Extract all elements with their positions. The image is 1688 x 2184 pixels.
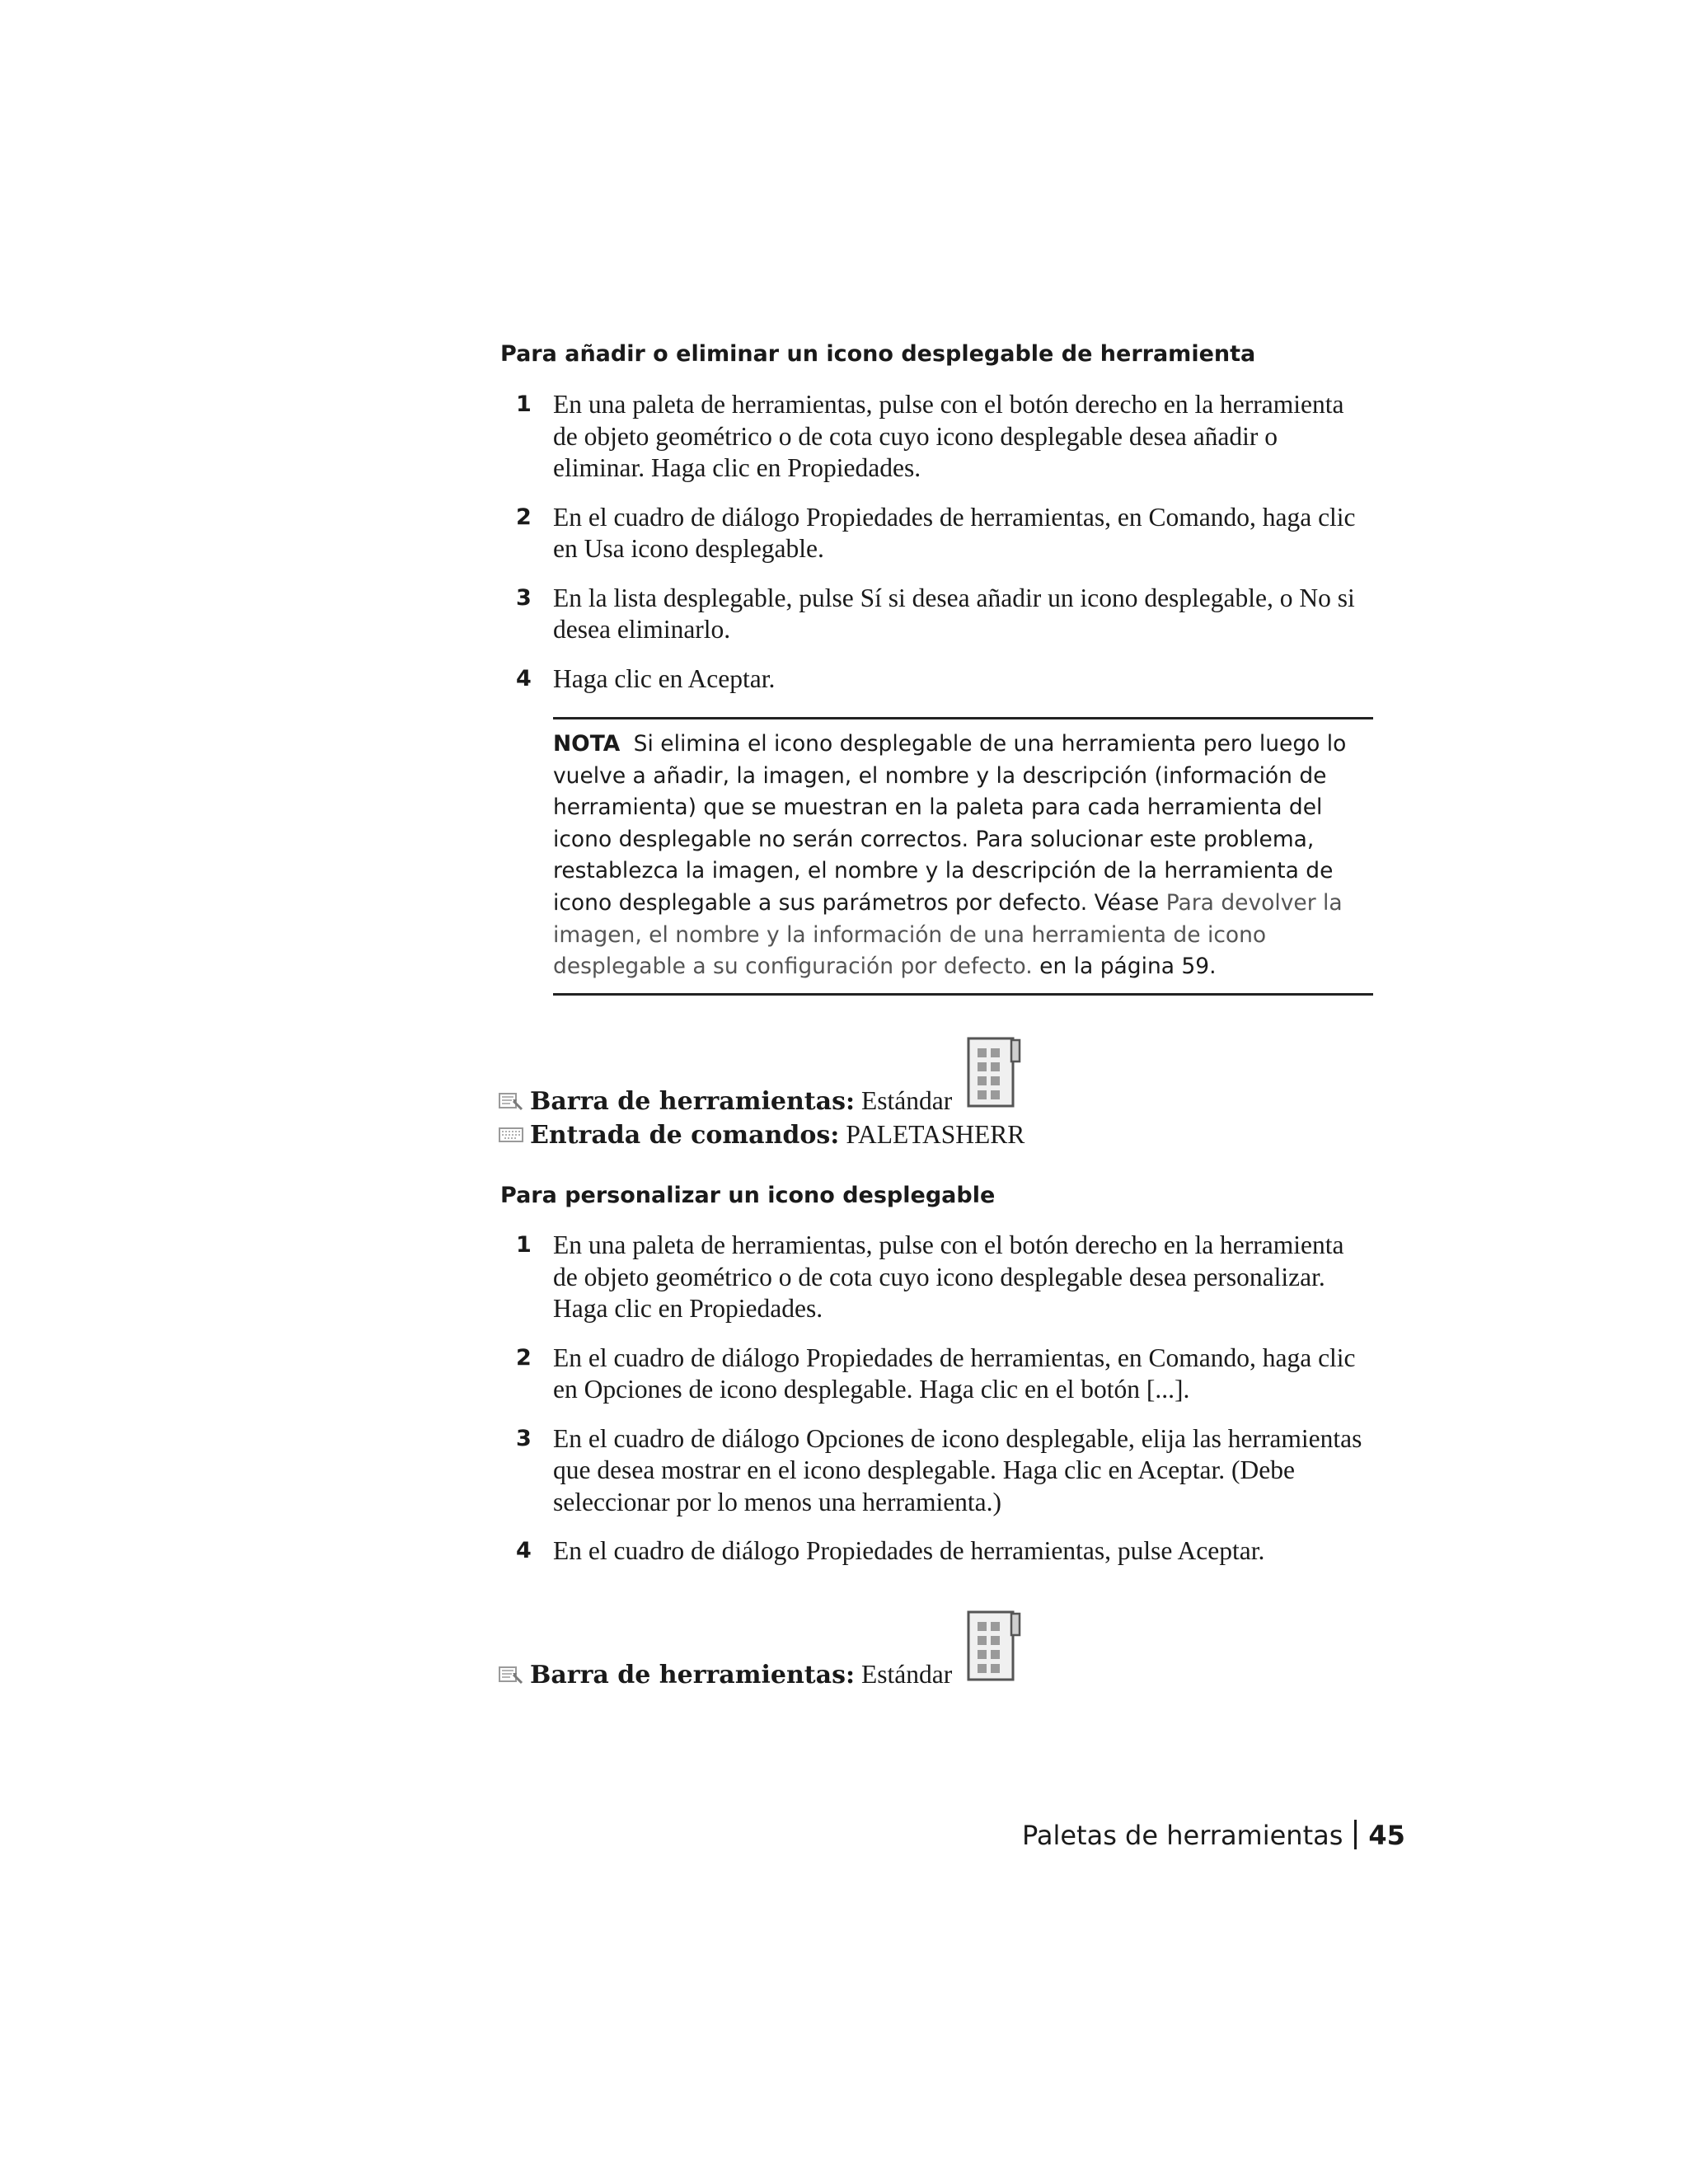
step-number: 4 — [516, 665, 532, 691]
command-line — [499, 1118, 1025, 1152]
tool-palettes-icon[interactable] — [966, 1035, 1022, 1109]
keyboard-icon — [499, 1125, 523, 1145]
step-item — [500, 1230, 1374, 1325]
note-box — [553, 717, 1373, 996]
step-text: Haga clic en Aceptar. — [553, 663, 776, 693]
step-number: 3 — [516, 1425, 532, 1451]
command-label: Entrada de comandos: — [530, 1121, 840, 1150]
step-item — [500, 1343, 1374, 1406]
step-text: En una paleta de herramientas, pulse con el botón derecho en la herramienta de objeto geométrico o de cota cuyo icono desplegable desea añadir o eliminar. Haga clic en Propiedades. — [553, 390, 1344, 482]
footer-chapter-title: Paletas de herramientas — [1022, 1820, 1343, 1851]
toolbar-label: Barra de herramientas: — [530, 1087, 856, 1116]
step-text: En la lista desplegable, pulse Sí si desea añadir un icono desplegable, o No si desea eliminarlo. — [553, 583, 1355, 644]
page-footer — [1022, 1817, 1405, 1854]
step-number: 2 — [516, 1344, 532, 1371]
step-number: 1 — [516, 391, 532, 417]
step-item — [500, 1535, 1374, 1568]
tool-palettes-icon[interactable] — [966, 1609, 1022, 1683]
step-text: En el cuadro de diálogo Opciones de icono desplegable, elija las herramientas que desea mostrar en el icono desplegable. Haga clic en Aceptar. (Debe seleccionar por lo menos una herramienta.) — [553, 1423, 1362, 1516]
toolbar-line — [499, 1657, 952, 1692]
steps-list-add-remove — [500, 389, 1374, 712]
step-item — [500, 583, 1374, 646]
page-number: 45 — [1368, 1820, 1405, 1851]
step-number: 4 — [516, 1538, 532, 1563]
command-value: PALETASHERR — [846, 1120, 1025, 1149]
step-text: En una paleta de herramientas, pulse con el botón derecho en la herramienta de objeto geométrico o de cota cuyo icono desplegable desea personalizar. Haga clic en Propiedades. — [553, 1230, 1344, 1323]
toolbar-value: Estándar — [861, 1660, 953, 1689]
step-text: En el cuadro de diálogo Propiedades de herramientas, pulse Aceptar. — [553, 1536, 1265, 1565]
note-page-reference: en la página 59. — [1039, 954, 1217, 980]
note-text: Si elimina el icono desplegable de una herramienta pero luego lo vuelve a añadir, la imagen, el nombre y la descripción (información de herramienta) que se muestran en la paleta para cada herramienta del icono desplegable no serán correctos. Para solucionar este problema, restablezca la imagen, el nombre y la descripción de la herramienta de icono desplegable a sus parámetros por defecto. Véase — [553, 731, 1347, 916]
note-label: NOTA — [553, 731, 621, 757]
step-text: En el cuadro de diálogo Propiedades de herramientas, en Comando, haga clic en Opciones de icono desplegable. Haga clic en el botón [...]. — [553, 1343, 1356, 1404]
step-number: 2 — [516, 504, 532, 530]
toolbar-value: Estándar — [861, 1086, 953, 1115]
footer-separator — [1354, 1820, 1357, 1849]
step-text: En el cuadro de diálogo Propiedades de herramientas, en Comando, haga clic en Usa icono desplegable. — [553, 502, 1356, 563]
toolbar-icon — [499, 1665, 523, 1685]
step-number: 3 — [516, 584, 532, 611]
toolbar-icon — [499, 1091, 523, 1111]
step-item — [500, 389, 1374, 485]
section-heading-customize: Para personalizar un icono desplegable — [500, 1183, 996, 1208]
step-item — [500, 663, 1374, 696]
toolbar-line — [499, 1084, 952, 1118]
step-item — [500, 1423, 1374, 1519]
section-heading-add-remove: Para añadir o eliminar un icono desplegable de herramienta — [500, 341, 1256, 367]
step-number: 1 — [516, 1232, 532, 1258]
steps-list-customize — [500, 1230, 1374, 1585]
toolbar-label: Barra de herramientas: — [530, 1661, 856, 1690]
note-cross-reference-link[interactable]: Para devolver la imagen, el nombre y la información de una herramienta de icono desplegable a su configuración por defecto. — [553, 889, 1343, 980]
step-item — [500, 502, 1374, 565]
